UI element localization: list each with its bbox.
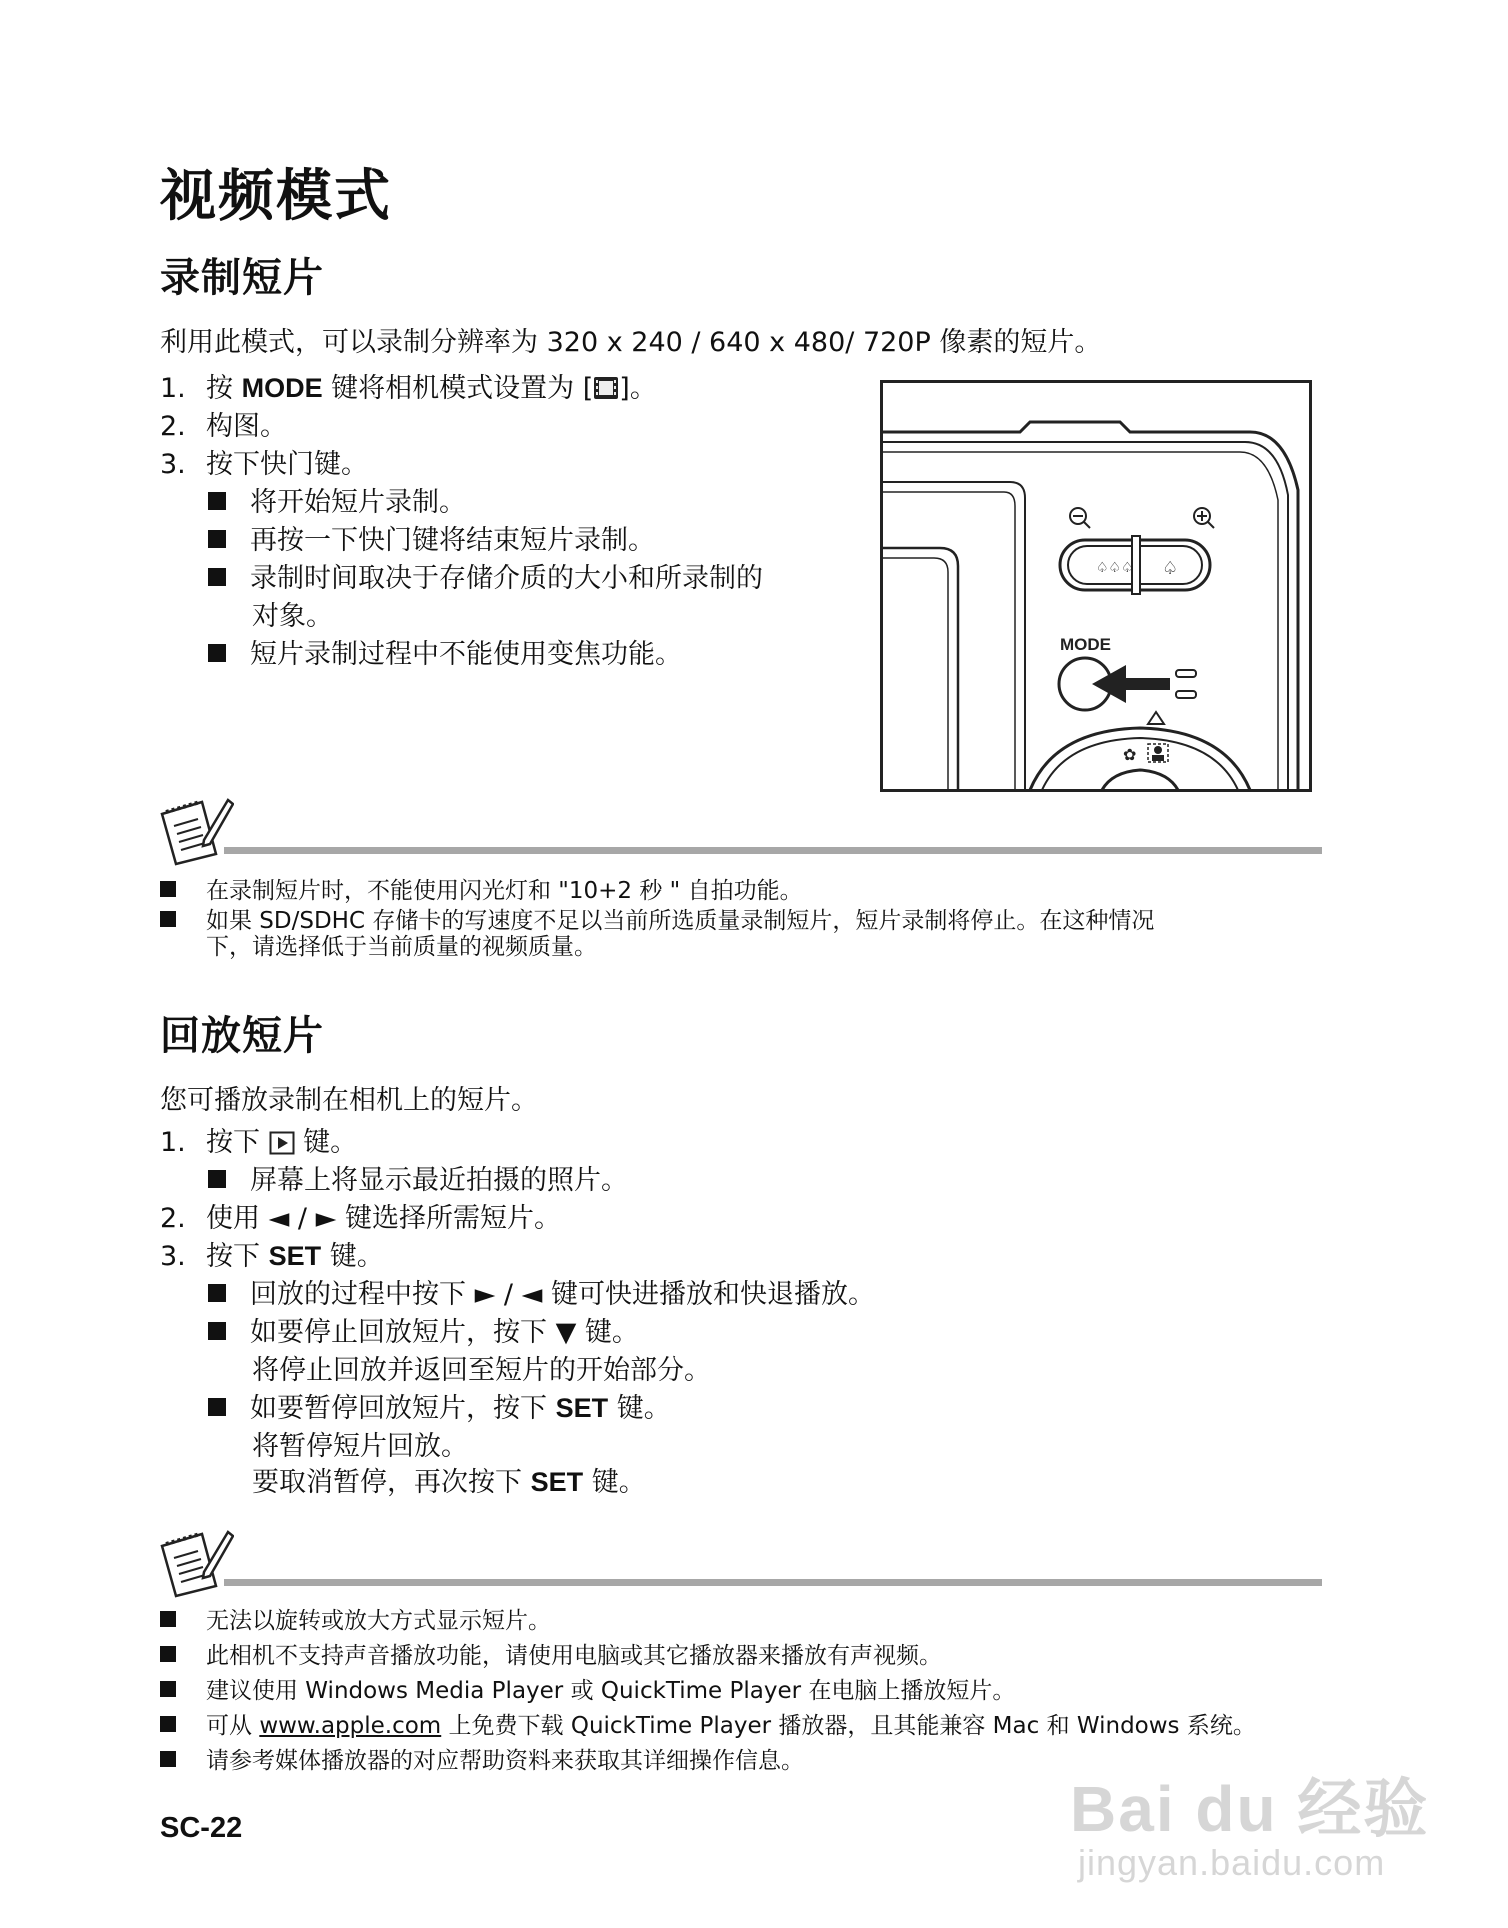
note-memo-icon bbox=[158, 1528, 234, 1598]
playback-button-icon bbox=[269, 1131, 295, 1155]
playback-bullet-1: 回放的过程中按下 ► / ◄ 键可快进播放和快退播放。 bbox=[208, 1272, 875, 1311]
playback-bullet-3: 如要暂停回放短片，按下 SET 键。 bbox=[208, 1386, 671, 1425]
svg-text:♤: ♤ bbox=[1162, 558, 1179, 579]
record-bullet-3: 录制时间取决于存储介质的大小和所录制的 bbox=[208, 556, 763, 595]
playback-bullet-2: 如要停止回放短片，按下 ▼ 键。 bbox=[208, 1310, 639, 1349]
playback-bullet-2-cont: 将停止回放并返回至短片的开始部分。 bbox=[252, 1355, 711, 1386]
record-note-2: 如果 SD/SDHC 存储卡的写速度不足以当前所选质量录制短片，短片录制将停止。在这种情况 bbox=[160, 902, 1154, 935]
playback-note-3: 建议使用 Windows Media Player 或 QuickTime Player 在电脑上播放短片。 bbox=[160, 1672, 1015, 1705]
baidu-watermark: Bai du 经验 bbox=[1070, 1773, 1430, 1845]
record-step-1: 1. 按 MODE 键将相机模式设置为 [ ]。 bbox=[160, 373, 657, 404]
svg-text:♤♤♤: ♤♤♤ bbox=[1096, 560, 1134, 576]
playback-bullet-3-cont-1: 将暂停短片回放。 bbox=[252, 1431, 468, 1462]
playback-note-5: 请参考媒体播放器的对应帮助资料来获取其详细操作信息。 bbox=[160, 1742, 804, 1775]
record-note-2-cont: 下，请选择低于当前质量的视频质量。 bbox=[206, 934, 597, 960]
note-divider bbox=[224, 1579, 1322, 1586]
record-bullet-2: 再按一下快门键将结束短片录制。 bbox=[208, 518, 655, 557]
page-title: 视频模式 bbox=[160, 164, 392, 229]
record-intro: 利用此模式，可以录制分辨率为 320 x 240 / 640 x 480/ 720P 像素的短片。 bbox=[160, 327, 1102, 358]
record-heading: 录制短片 bbox=[160, 255, 324, 301]
camera-mode-illustration bbox=[880, 380, 1312, 792]
playback-note-4: 可从 www.apple.com 上免费下载 QuickTime Player 播放器，且其能兼容 Mac 和 Windows 系统。 bbox=[160, 1707, 1256, 1740]
svg-text:MODE: MODE bbox=[1060, 635, 1111, 654]
baidu-watermark-url: jingyan.baidu.com bbox=[1078, 1842, 1386, 1883]
page-number: SC-22 bbox=[160, 1812, 243, 1844]
apple-link[interactable]: www.apple.com bbox=[259, 1713, 442, 1739]
playback-intro: 您可播放录制在相机上的短片。 bbox=[160, 1085, 538, 1116]
record-step-2: 2. 构图。 bbox=[160, 411, 287, 442]
playback-step-2: 2. 使用 ◄ / ► 键选择所需短片。 bbox=[160, 1203, 561, 1234]
playback-step-1-bullet: 屏幕上将显示最近拍摄的照片。 bbox=[208, 1158, 628, 1197]
playback-heading: 回放短片 bbox=[160, 1013, 324, 1059]
playback-step-3: 3. 按下 SET 键。 bbox=[160, 1241, 384, 1272]
playback-step-1: 1. 按下 键。 bbox=[160, 1127, 358, 1158]
note-memo-icon bbox=[158, 796, 234, 866]
movie-mode-icon bbox=[593, 375, 619, 401]
playback-bullet-3-cont-2: 要取消暂停，再次按下 SET 键。 bbox=[252, 1467, 646, 1498]
record-note-1: 在录制短片时，不能使用闪光灯和 "10+2 秒 " 自拍功能。 bbox=[160, 872, 803, 905]
note-divider bbox=[224, 847, 1322, 854]
record-bullet-3-cont: 对象。 bbox=[252, 601, 333, 632]
record-step-3: 3. 按下快门键。 bbox=[160, 449, 368, 480]
svg-text:✿: ✿ bbox=[1123, 745, 1137, 764]
playback-note-1: 无法以旋转或放大方式显示短片。 bbox=[160, 1602, 551, 1635]
record-bullet-1: 将开始短片录制。 bbox=[208, 480, 466, 519]
record-bullet-4: 短片录制过程中不能使用变焦功能。 bbox=[208, 632, 682, 671]
playback-note-2: 此相机不支持声音播放功能，请使用电脑或其它播放器来播放有声视频。 bbox=[160, 1637, 942, 1670]
